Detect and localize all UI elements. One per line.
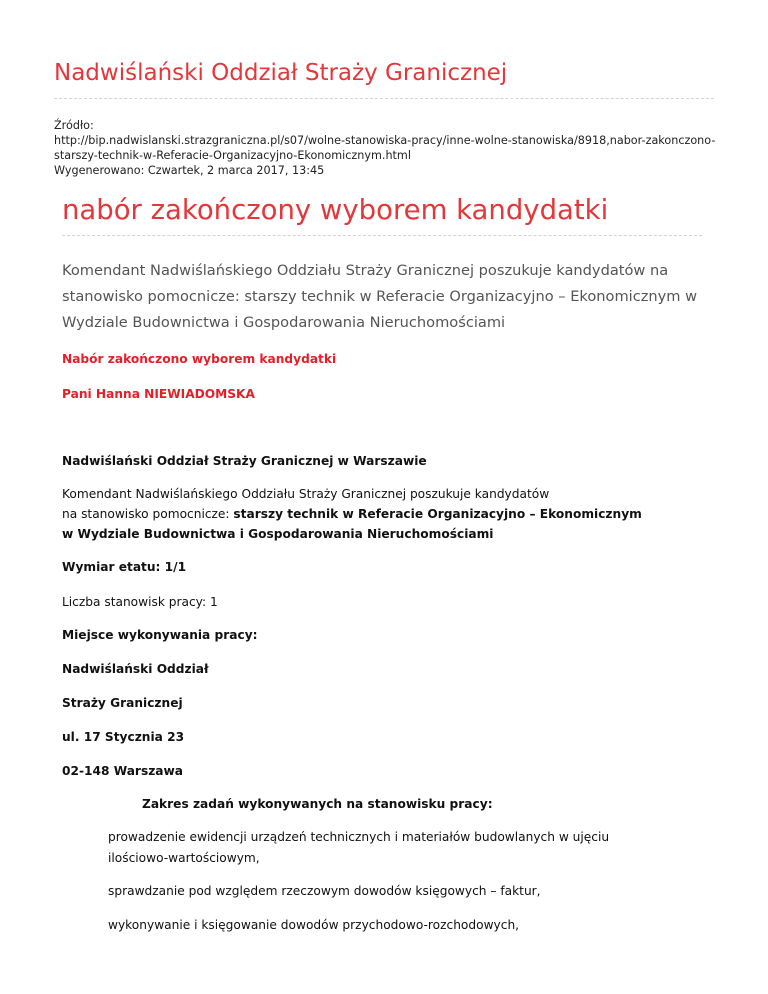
address-line: Nadwiślański Oddział (62, 662, 209, 676)
task-item-line: prowadzenie ewidencji urządzeń technicznych i materiałów budowlanych w ujęciu (108, 830, 610, 844)
task-item-line: ilościowo-wartościowym, (108, 851, 260, 865)
unit-heading: Nadwiślański Oddział Straży Granicznej w Warszawie (62, 454, 427, 468)
header-divider (54, 98, 714, 99)
intro-line-1: Komendant Nadwiślańskiego Oddziału Straży Granicznej poszukuje kandydatów (62, 487, 550, 501)
site-title: Nadwiślański Oddział Straży Granicznej (54, 60, 508, 86)
lead-line: Wydziale Budownictwa i Gospodarowania Nieruchomościami (62, 314, 506, 331)
source-block (54, 118, 724, 178)
address-line: ul. 17 Stycznia 23 (62, 730, 185, 744)
intro-line-2-prefix: na stanowisko pomocnicze: (62, 507, 234, 521)
article-title: nabór zakończony wyborem kandydatki (62, 194, 609, 226)
lead-line: Komendant Nadwiślańskiego Oddziału Straży Granicznej poszukuje kandydatów na (62, 262, 669, 279)
generated-date: Wygenerowano: Czwartek, 2 marca 2017, 13:45 (54, 164, 325, 177)
source-label: Źródło: (54, 119, 94, 132)
address-line: Straży Granicznej (62, 696, 183, 710)
result-notice: Nabór zakończono wyborem kandydatki (62, 352, 337, 366)
task-item: sprawdzanie pod względem rzeczowym dowodów księgowych – faktur, (108, 884, 541, 898)
article-lead (62, 258, 722, 336)
workplace-heading: Miejsce wykonywania pracy: (62, 628, 258, 642)
winner-name: Pani Hanna NIEWIADOMSKA (62, 387, 255, 401)
fte-info: Wymiar etatu: 1/1 (62, 560, 187, 574)
position-title: starszy technik w Referacie Organizacyjno – Ekonomicznym (233, 507, 642, 521)
lead-line: stanowisko pomocnicze: starszy technik w Referacie Organizacyjno – Ekonomicznym w (62, 288, 698, 305)
source-url-line-2: starszy-technik-w-Referacie-Organizacyjno-Ekonomicznym.html (54, 149, 411, 162)
source-url-line-1: http://bip.nadwislanski.strazgraniczna.pl/s07/wolne-stanowiska-pracy/inne-wolne-stanowiska/8918,nabor-zakonczono- (54, 134, 716, 147)
intro-line-2 (62, 507, 642, 521)
address-line: 02-148 Warszawa (62, 764, 183, 778)
positions-count: Liczba stanowisk pracy: 1 (62, 595, 218, 609)
article-title-divider (62, 235, 702, 236)
tasks-heading: Zakres zadań wykonywanych na stanowisku pracy: (142, 797, 493, 811)
task-item: wykonywanie i księgowanie dowodów przychodowo-rozchodowych, (108, 918, 520, 932)
intro-line-3: w Wydziale Budownictwa i Gospodarowania Nieruchomościami (62, 527, 494, 541)
